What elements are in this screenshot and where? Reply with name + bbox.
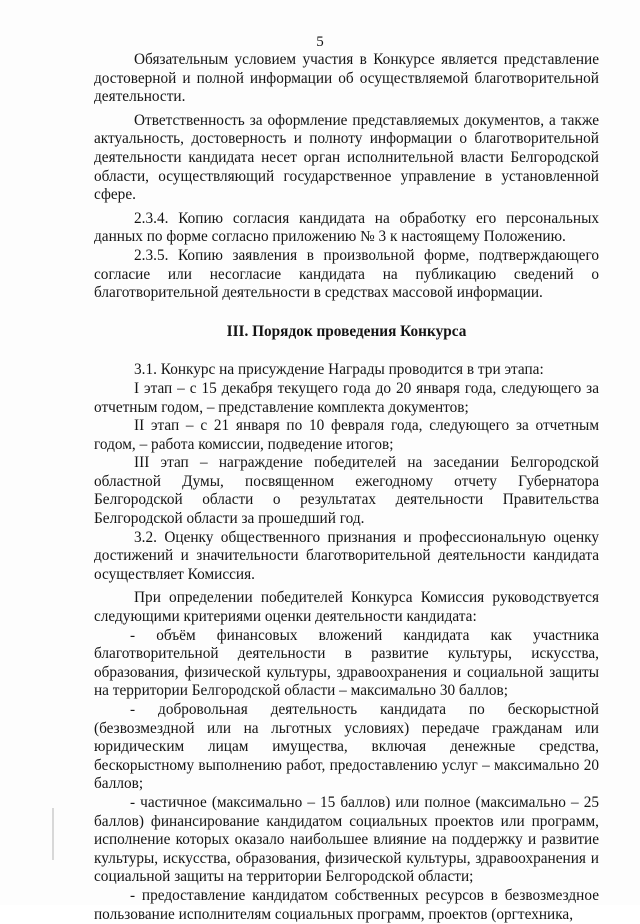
criterion-item: - предоставление кандидатом собственных ресурсов в безвозмездное пользование исполнителям социальных программ, проектов (оргтехника,: [94, 886, 599, 923]
criterion-item: - объём финансовых вложений кандидата как участника благотворительной деятельности в развитие культуры, искусства, образования, физической культуры, здравоохранения и социальной защиты на территории Белгородской области – максимально 30 баллов;: [94, 626, 599, 700]
paragraph: Ответственность за оформление представляемых документов, а также актуальность, достоверность и полноту информации о благотворительной деятельности кандидата несет орган исполнительной власти Белгородской области, осуществляющий государственное управление в установленной сфере.: [94, 111, 599, 204]
paragraph: 3.2. Оценку общественного признания и профессиональную оценку достижений и значительности благотворительной деятельности кандидата осуществляет Комиссия.: [94, 528, 599, 583]
paragraph: III этап – награждение победителей на заседании Белгородской областной Думы, посвященном ежегодному отчету Губернатора Белгородской области о результатах деятельности Правительства Белгородской области за прошедший год.: [94, 454, 599, 528]
paragraph: II этап – с 21 января по 10 февраля года, следующего за отчетным годом, – работа комиссии, подведение итогов;: [94, 417, 599, 453]
criterion-item: - частичное (максимально – 15 баллов) или полное (максимально – 25 баллов) финансирование кандидатом социальных проектов или программ, исполнение которых оказало наибольшее влияние на поддержку и развитие культуры, искусства, образования, физической культуры, здравоохранения и социальной защиты на территории Белгородской области;: [94, 793, 599, 886]
paragraph: I этап – с 15 декабря текущего года до 20 января года, следующего за отчетным годом, – представление комплекта документов;: [94, 379, 599, 416]
paragraph: 3.1. Конкурс на присуждение Награды проводится в три этапа:: [134, 361, 544, 379]
criterion-item: - добровольная деятельность кандидата по бескорыстной (безвозмездной или на льготных условиях) передаче гражданам или юридическим лицам имущества, включая денежные средства, бескорыстному выполнению работ, предоставлению услуг – максимально 20 баллов;: [94, 701, 599, 793]
scan-margin-line: [52, 808, 54, 860]
section-heading: III. Порядок проведения Конкурса: [226, 322, 467, 340]
paragraph: Обязательным условием участия в Конкурсе является представление достоверной и полной информации об осуществляемой благотворительной деятельности.: [94, 51, 599, 106]
paragraph: 2.3.5. Копию заявления в произвольной форме, подтверждающего согласие или несогласие кандидата на публикацию сведений о благотворительной деятельности в средствах массовой информации.: [94, 246, 599, 302]
paragraph: 2.3.4. Копию согласия кандидата на обработку его персональных данных по форме согласно приложению № 3 к настоящему Положению.: [94, 209, 599, 246]
page-number: 5: [316, 34, 324, 50]
paragraph: При определении победителей Конкурса Комиссия руководствуется следующими критериями оценки деятельности кандидата:: [94, 589, 599, 626]
document-body: [94, 51, 599, 924]
